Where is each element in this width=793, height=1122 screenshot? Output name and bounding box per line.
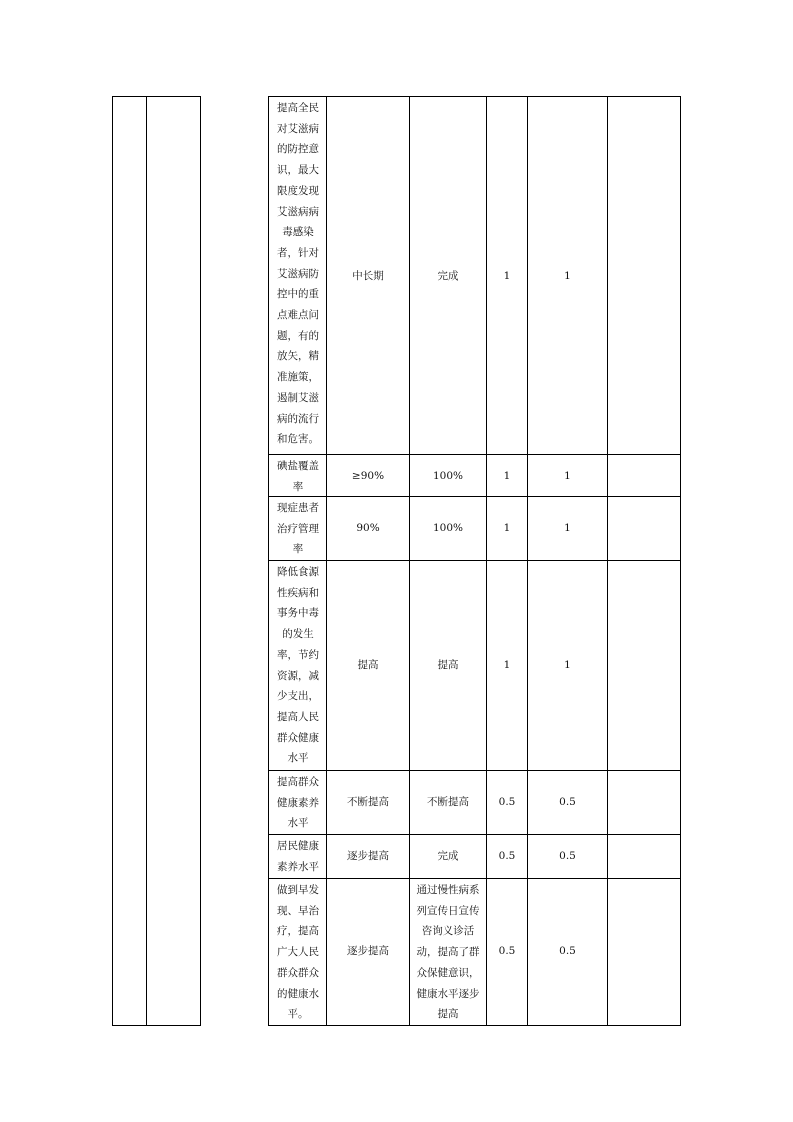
left-table-top-border: [112, 96, 201, 97]
indicator-line: 现症患者: [277, 502, 319, 514]
indicator-line: 者，针对: [277, 246, 319, 259]
indicator-line: 居民健康: [277, 840, 319, 852]
indicator-line: 准施策，: [277, 371, 319, 384]
indicator-cell: [273, 562, 323, 769]
table-row-border: [268, 878, 681, 879]
actual-value-cell: 100%: [432, 470, 464, 482]
indicator-line: 毒感染: [282, 226, 314, 239]
indicator-line: 健康素养: [277, 796, 319, 809]
left-table-border: [112, 96, 113, 1026]
table-row-border: [268, 770, 681, 771]
table-col-border: [486, 96, 487, 1026]
table-col-border: [680, 96, 681, 1026]
score-cell: 1: [564, 270, 571, 282]
indicator-line: 水平: [287, 817, 309, 830]
score-cell: 0.5: [559, 796, 576, 808]
indicator-line: 性疾病和: [277, 586, 319, 599]
indicator-line: 做到早发: [277, 884, 319, 896]
indicator-line: 对艾滋病: [277, 122, 319, 135]
actual-line: 动，提高了群: [416, 946, 480, 959]
score-cell: 1: [564, 659, 571, 671]
indicator-cell: [273, 880, 323, 1025]
weight-cell: 0.5: [498, 850, 516, 862]
indicator-line: 艾滋病防: [277, 267, 319, 280]
indicator-line: 和危害。: [277, 433, 319, 446]
indicator-line: 艾滋病病: [277, 205, 319, 218]
indicator-line: 识，最大: [277, 164, 319, 177]
indicator-line: 广大人民: [277, 946, 319, 959]
indicator-line: 提高全民: [277, 102, 319, 114]
table-row-border: [268, 560, 681, 561]
table-row-border: [268, 834, 681, 835]
left-table-bottom-border: [112, 1025, 201, 1026]
target-value-cell: 提高: [357, 659, 379, 671]
actual-line: 咨询义诊活: [421, 925, 475, 938]
indicator-cell: [273, 456, 323, 497]
indicator-line: 疗，提高: [277, 925, 319, 938]
indicator-line: 率: [292, 480, 304, 493]
target-value-cell: 逐步提高: [347, 850, 389, 862]
target-value-cell: ≥90%: [351, 470, 385, 482]
actual-line: 众保健意识，: [416, 966, 480, 979]
actual-value-cell: 100%: [432, 522, 464, 534]
indicator-cell: [273, 836, 323, 877]
indicator-line: 的发生: [282, 628, 314, 641]
score-cell: 0.5: [559, 945, 576, 957]
weight-cell: 0.5: [498, 796, 516, 808]
indicator-line: 群众群众: [277, 966, 319, 979]
indicator-line: 群众健康: [277, 731, 319, 744]
table-col-border: [527, 96, 528, 1026]
weight-cell: 1: [503, 659, 511, 671]
actual-line: 列宣传日宣传: [416, 904, 480, 917]
table-row-border: [268, 1025, 681, 1026]
indicator-line: 少支出，: [277, 690, 319, 703]
indicator-line: 点难点问: [277, 309, 319, 322]
indicator-line: 提高群众: [277, 776, 319, 788]
score-cell: 0.5: [559, 850, 576, 862]
table-col-border: [268, 96, 269, 1026]
indicator-line: 限度发现: [277, 184, 319, 197]
indicator-line: 碘盐覆盖: [277, 460, 319, 472]
indicator-line: 事务中毒: [277, 607, 319, 620]
weight-cell: 1: [503, 270, 511, 282]
weight-cell: 1: [503, 470, 511, 482]
actual-line: 提高: [437, 1008, 459, 1021]
actual-value-cell: 完成: [437, 850, 459, 862]
table-col-border: [607, 96, 608, 1026]
weight-cell: 1: [503, 522, 511, 534]
table-row-border: [268, 96, 681, 97]
weight-cell: 0.5: [498, 945, 516, 957]
target-value-cell: 90%: [356, 522, 380, 534]
indicator-line: 降低食源: [277, 566, 319, 578]
indicator-line: 现、早治: [277, 904, 319, 917]
indicator-line: 素养水平: [277, 860, 319, 873]
indicator-line: 遏制艾滋: [277, 391, 319, 404]
actual-value-cell: 不断提高: [427, 796, 469, 808]
target-value-cell: 逐步提高: [347, 945, 389, 957]
indicator-cell: [273, 772, 323, 834]
indicator-line: 率: [292, 543, 304, 556]
left-table-border: [200, 96, 201, 1026]
target-value-cell: 中长期: [352, 270, 384, 282]
indicator-line: 的防控意: [277, 143, 319, 156]
target-value-cell: 不断提高: [347, 796, 389, 808]
indicator-line: 水平: [287, 752, 309, 765]
actual-value-cell: 完成: [437, 270, 459, 282]
actual-value-cell: [410, 880, 486, 1025]
indicator-cell: [273, 98, 323, 450]
actual-line: 通过慢性病系: [416, 884, 480, 896]
table-col-border: [326, 96, 327, 1026]
indicator-cell: [273, 498, 323, 560]
indicator-line: 题，有的: [277, 329, 319, 342]
table-row-border: [268, 496, 681, 497]
actual-value-cell: 提高: [437, 659, 459, 671]
score-cell: 1: [564, 522, 571, 534]
indicator-line: 治疗管理: [277, 522, 319, 535]
indicator-line: 控中的重: [277, 288, 319, 301]
indicator-line: 率，节约: [277, 648, 319, 661]
actual-line: 健康水平逐步: [416, 987, 480, 1000]
indicator-line: 的健康水: [277, 987, 319, 1000]
indicator-line: 资源，减: [277, 669, 319, 682]
indicator-line: 放矢，精: [277, 350, 319, 363]
indicator-line: 平。: [287, 1008, 309, 1021]
indicator-line: 病的流行: [277, 412, 319, 425]
left-table-divider: [146, 96, 147, 1026]
score-cell: 1: [564, 470, 571, 482]
table-row-border: [268, 454, 681, 455]
indicator-line: 提高人民: [277, 710, 319, 723]
